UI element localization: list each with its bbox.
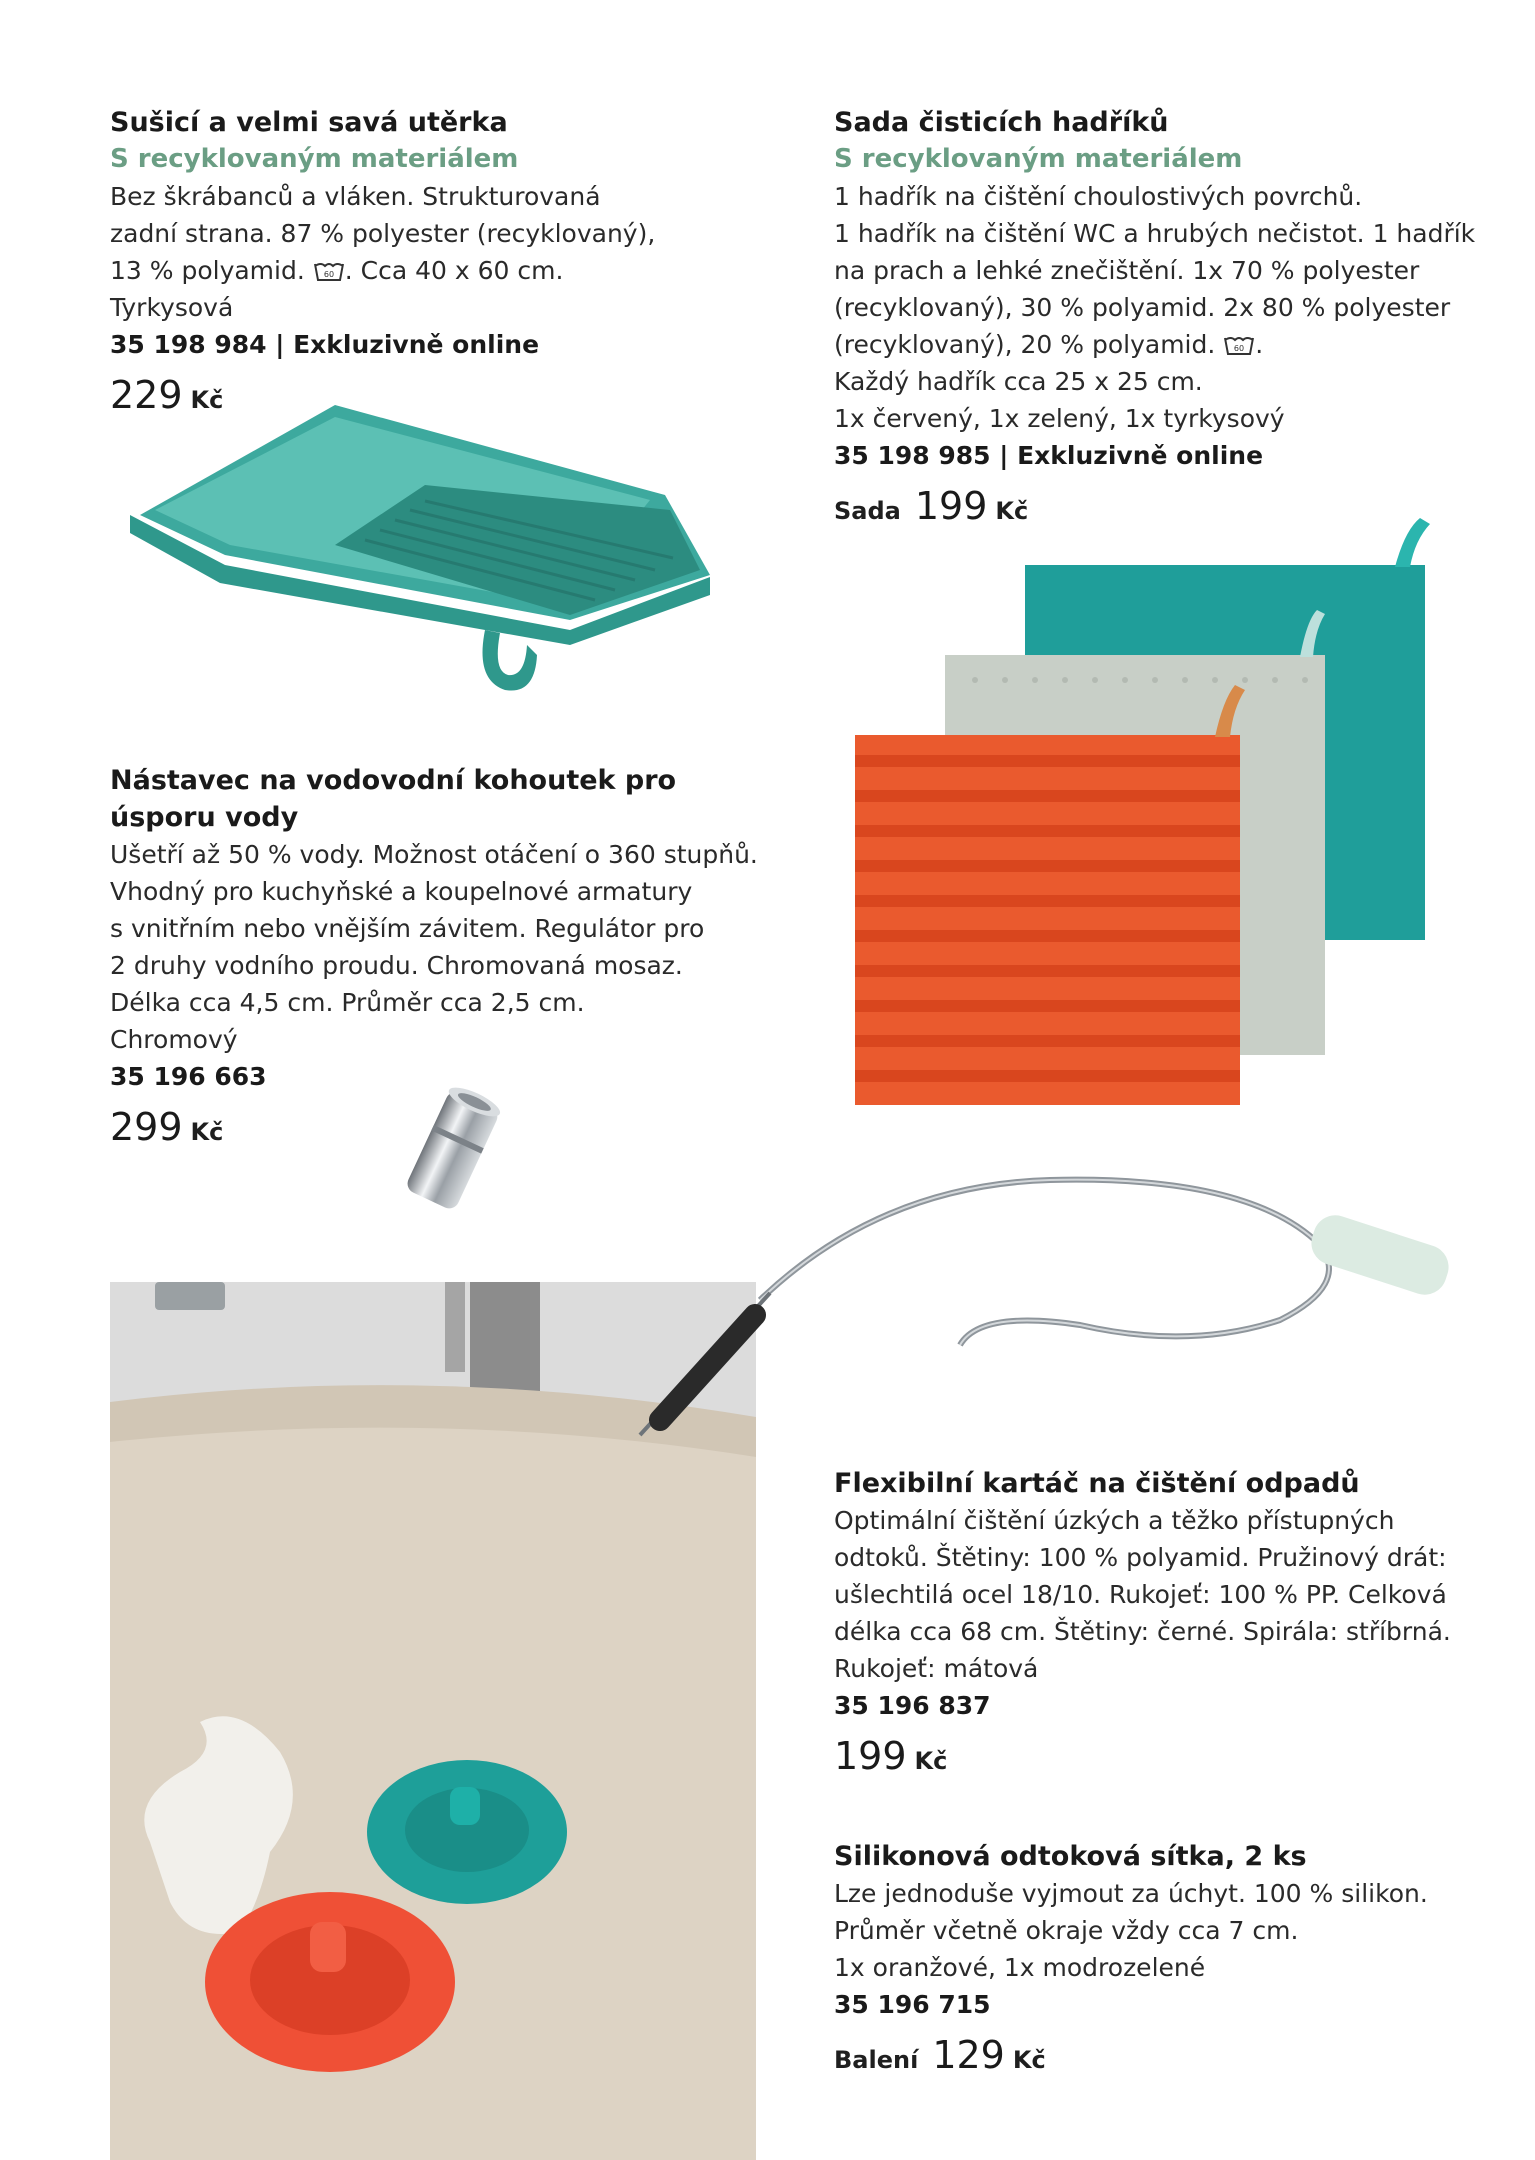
product-subtitle: S recyklovaným materiálem — [834, 144, 1243, 174]
product-description — [834, 178, 1514, 400]
product-title: Silikonová odtoková sítka, 2 ks — [834, 1841, 1307, 1872]
price-currency: Kč — [995, 497, 1029, 525]
towel-image — [125, 405, 715, 695]
svg-text:60: 60 — [1234, 344, 1245, 353]
price-value: 299 — [110, 1105, 183, 1149]
product-description: Optimální čištění úzkých a těžko přístupných odtoků. Štětiny: 100 % polyamid. Pružinový drát: ušlechtilá ocel 18/10. Rukojeť: 100 % PP. Celková délka cca 68 cm. Štětiny: černé. Spirála: stříbrná. — [834, 1506, 1451, 1646]
description-part: . Cca 40 x 60 cm. — [344, 256, 564, 285]
product-color: Rukojeť: mátová — [834, 1654, 1039, 1683]
price-currency: Kč — [1012, 2046, 1046, 2074]
product-towel — [110, 104, 770, 417]
drain-brush-image — [630, 1175, 1460, 1455]
product-sku: 35 196 837 — [834, 1691, 991, 1720]
product-subtitle: S recyklovaným materiálem — [110, 144, 519, 174]
price-value: 199 — [914, 484, 988, 528]
wash-60-icon — [313, 260, 345, 284]
description-part: Bez škrábanců a vláken. Strukturovaná zadní strana. 87 % polyester (recyklovaný), 13 % polyamid. — [110, 182, 656, 285]
price-currency: Kč — [190, 386, 224, 414]
product-strainer — [834, 1838, 1514, 2077]
product-description: Ušetří až 50 % vody. Možnost otáčení o 360 stupňů. Vhodný pro kuchyňské a koupelnové armatury s vnitřním nebo vnějším závitem. Regulátor pro 2 druhy vodního proudu. Chromovaná mosaz. Délka cca 4,5 cm. Průměr cca 2,5 cm. — [110, 840, 758, 1017]
product-sku: 35 196 715 — [834, 1990, 991, 2019]
description-part: 1 hadřík na čištění choulostivých povrchů. 1 hadřík na čištění WC a hrubých nečistot. 1 hadřík na prach a lehké znečištění. 1x 70 % polyester (recyklovaný), 30 % polyamid. 2x 80 % polyester (recyklovaný), 20 % polyamid. — [834, 182, 1476, 359]
price-prefix: Balení — [834, 2046, 919, 2074]
cleaning-cloths-image — [845, 510, 1450, 1110]
product-color: 1x červený, 1x zelený, 1x tyrkysový — [834, 404, 1285, 433]
price-currency: Kč — [190, 1118, 224, 1146]
product-color: Tyrkysová — [110, 293, 234, 322]
price-value: 199 — [834, 1734, 907, 1778]
product-sku: 35 196 663 — [110, 1062, 267, 1091]
product-title: Sada čisticích hadříků — [834, 107, 1169, 138]
wash-60-icon — [1223, 334, 1255, 358]
product-sku: 35 198 984 | Exkluzivně online — [110, 330, 540, 359]
product-color: 1x oranžové, 1x modrozelené — [834, 1953, 1206, 1982]
product-sku: 35 198 985 | Exkluzivně online — [834, 441, 1264, 470]
product-title: Flexibilní kartáč na čištění odpadů — [834, 1468, 1360, 1499]
product-color: Chromový — [110, 1025, 238, 1054]
price-value: 129 — [932, 2033, 1005, 2077]
faucet-aerator-image — [385, 1075, 520, 1225]
product-title: Sušicí a velmi savá utěrka — [110, 107, 508, 138]
product-cloths — [834, 104, 1514, 528]
product-description: Lze jednoduše vyjmout za úchyt. 100 % silikon. Průměr včetně okraje vždy cca 7 cm. — [834, 1879, 1428, 1945]
price-value: 229 — [110, 373, 183, 417]
description-part: . Každý hadřík cca 25 x 25 cm. — [834, 330, 1264, 396]
price-prefix: Sada — [834, 497, 901, 525]
product-description — [110, 178, 770, 289]
product-price — [834, 1734, 1514, 1778]
product-price — [834, 2033, 1514, 2077]
svg-text:60: 60 — [323, 270, 334, 279]
product-brush — [834, 1465, 1514, 1778]
price-currency: Kč — [914, 1747, 948, 1775]
product-title: Nástavec na vodovodní kohoutek pro úsporu vody — [110, 765, 677, 833]
